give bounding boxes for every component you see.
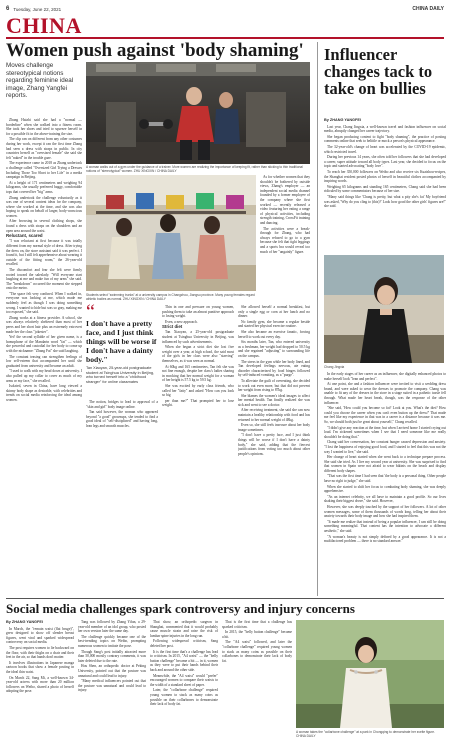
paragraph: "She said, 'How could you become so fat? Look at you. What's the diet? How could you choose the career when you can't even button up the dress?' That made me feel like my experience in that was in a career is a distance because it was me. So, we should both just be great about yourself," Chang recalled. [324,406,446,424]
paragraph: No family gym, she became a regular beside and started her physical exercise routine. [238,319,310,329]
main-column-5 [260,175,310,301]
paragraph: Tan Xiaoyan, a 25-year-old postgraduate student at Tsinghua University in Beijing, was influenced by such advertisements. [162,330,234,344]
paragraph: Zhang works at a fitness provider. A school, she was always relatively sheltered than most of her peers and her short hair plus an extremely extrovert made her the class "jokester". [6,315,82,334]
paragraph: "As an internet celebrity, we all have to maintain a good profile. So our lives shaking their biggest drove," she said. However, [324,494,446,504]
gym-photo [86,62,310,164]
paragraph: Later, the "collarbone challenge" required young women to stack as many coins as possible on their collarbones to demonstrate their lack of body fat. [150,688,218,707]
paragraph: Hou Shen, an orthopedic doctor at Peking University, pointed out that the posture was unnatural and could lead to injury. [78,664,146,678]
subhead: Reluctant, scared [6,233,43,239]
paragraph: That is the first time that a challenge has sparked criticism. [222,620,292,629]
quote-mark-icon: “ [86,301,95,323]
paragraph: It involves illustrations in Japanese manga cartoon books that show a female posting in the ideal thin waist. [6,660,74,674]
paragraph: Though Sang's post initially attracted more than 50,000 mostly contrary comments, it was later deleted due to the rate. [78,649,146,663]
paragraph: She allowed herself a normal breakfast, but only a single egg or corn at her lunch and no dinner. [238,305,310,319]
paragraph: Weighing 65 kilograms and standing 165 centimeters, Chang said she had been ridiculed by some commentators because of her size. [324,184,446,194]
paragraph: "I don't have a pretty face, and I just think things will be worse if I don't have a dainty body," she said, adding that the fiercest justifications from voting too much about other people's opinions. [238,433,310,456]
paragraph: It is the first time that's a challenge has lead to criticism. In 2015, "A4 waist" — the "belly button challenge" became a hit — in it, women as they were to put their hands behind their back and around the other side. [150,649,218,672]
paragraph: She also became an exercise fanatic, forcing herself to work out every day. [238,329,310,339]
paragraph: Chang said her conversation, her constant hunger caused depression and anxiety. "I lost the happiness of enjoying good food, and I started to feel that this was not the way I wanted to live," she said. [324,440,446,454]
paragraph: The discomfort and fear she felt were firmly rooted toward the saleslady. "Will everyone start laughing at me and make fun of my arms" she said. The "breakdown" occurred the moment she stepped onto the metro. [6,267,82,291]
side-headline: Influencer changes tack to take on bullies [324,45,433,98]
paragraph: "It made me realize that instead of being a popular influencer, I can still be doing something meaningful. That content has the intention to advocate a different aesthetic," she said. [324,519,446,533]
paragraph: "Many medical influencers pointed out that the posture was unnatural and could lead to injury. [78,679,146,693]
paragraph: "A woman's beauty is not simply defined by a good appearance. It is not a multifactored problem — there is no standard answer." [324,534,446,544]
paragraph: "I was reluctant at first because it was totally different from my normal style of dress. After trying the dress on, the store assistant said it was perfect. I found it, but I still felt apprehensive about wearing it outside of the fitting room," the 26-year-old recalled. [6,239,82,267]
paragraph: That show, an orthopedic surgeon in Shanghai, commented that it would probably cause muscle strain and raise the risk of lumbar spine injuries in the long run. [150,620,218,638]
students-photo-image [86,175,256,291]
portrait-image [324,255,444,363]
students-photo [86,175,256,291]
students-photo-caption: Students select "swimming trunks" at a university campus in Changzhou, Jiangsu province. Many young females regard athletic bodies as normal. ZHU XINGXIN / CHINA DAILY [86,293,255,301]
pull-quote-text: I don't have a pretty face, and I just think things will be worse if I don't have a dainty body." [86,319,157,364]
paragraph: After receiving treatment, she said she can now maintain a healthy relationship with food and has returned to her normal weight of 48kg. [238,408,310,422]
column-divider [317,42,318,596]
side-byline: By ZHANG YANGFEI [324,118,361,122]
main-headline: Women push against 'body shaming' [6,40,304,61]
page-date: Tuesday, June 22, 2021 [13,6,62,12]
bottom-column-3 [150,620,218,744]
paragraph: The challenge quickly became one of the best-trending topics on Weibo, prompting numerous women to imitate the pose. [78,634,146,648]
portrait-caption: Chang Jingxia [324,365,345,369]
paragraph: In March, the "remain waist (flat bruge)", grew designed to show off slender breast figures, went viral and sparked widespread controversy on social media. [6,626,74,645]
paragraph: Yet! the second syllable of her given name, is a homophone of the Mandarin word "fat" — which she powerful and custodial for her body to come up with the nickname: "Zhang Fat" she said laughing. [6,335,82,353]
paragraph: Meanwhile, the "A4 waist" would "prefer" encouraged women to compare their waists to the width of a standard sheet of paper. [150,673,218,687]
paragraph: When she began a strict diet she lost five weight over a year, at high school, the said most of the girls in her class were also "starving" themselves, as it was seen as normal. [162,345,234,364]
paragraph: At a height of 171 centimeters and weighing 94 kilograms, she usually preferred baggy, comfortable tops that covered her "big" arms. [6,180,82,194]
paragraph: Zhang undertook the challenge voluntarily as it was one of several content ideas for the company, where she worked at the time, and she was also hoping to speak on behalf of larger, body-conscious women. [6,195,82,218]
gym-photo-image [86,62,310,164]
main-column-4 [238,305,310,594]
paragraph: per than me?" That prompted her to lose weight. [162,398,234,408]
pull-quote-attribution: Tan Xiaoyan, 25-year-old postgraduate student at Tsinghua University in Beijing, who turned herself into a "childhood stranger" for online classmates [86,366,155,384]
gym-photo-caption: A woman walks out of a gym under the guidance of a trainer. More women are realizing the importance of keeping fit, rather than sticking to thin traditional notions of "stereotypical" women. ZHU XINGXIN / CHINA DAILY [86,165,303,173]
paragraph: The clip ran on different from any other costumes during her work, except it ran the first time Zhang had seen a dress with straps in public. In city countries herself as "oversized female" she said she felt "naked" in the trouble gaze. [6,137,82,160]
paragraph: Tang was followed by Zhang Yifan, a 29-year-old member of an idol group, who posted her own version later the same day. [78,620,146,634]
page-number: 6 [6,6,10,12]
paragraph: In 2015, the "belly button challenge" became a hit. [222,630,292,639]
bottom-byline: By ZHANG YANGFEI [6,620,43,624]
paragraph: At one point, she and a fashion influencer were invited to visit a wedding dress brand, and were asked to wear the dresses to promote the company. Chang was unable to fit any of the dresses in the store in a stage suited in a pathetic tussle fell through. What made her heart break, though, was the response of the other influencer. [324,382,446,405]
paragraph: During her previous 14 years, she often told her followers that she had developed a career, super attitude toward all body types. Last year, she decided to focus on the topic and started advocating "body love". [324,155,446,169]
collarbone-image [296,620,444,728]
paragraph: Even, a new approach. [165,319,198,324]
paragraph: Even so, she still feels insecure about her body image sometimes. [238,423,310,432]
paragraph: However, she was deeply touched by the support of her followers. A lot of other women messages, some of them thousands of words long, telling her about their anxiety towards their body image and how she had inspired them. [324,505,446,519]
paragraph: On March 22, Sang Mi, a well-known 34-year-old actress with more than 20 million followers on Weibo, shared a photo of herself adopting the pose. [6,675,74,694]
paragraph: As for whether women that they shouldn't be bothered by outside views, Zhang's employer — an independent social media channel founded by a former employee of the company where she first worked — recently released a video featuring her eating a range of physical activities, including strength training, CrossFit training and dancing. [260,175,310,225]
paragraph: She was excited by early class friends, who called her "fatty" and asked "How can you look so big [162,384,234,398]
section-title: CHINA [6,13,82,38]
paragraph: After browsing in several clothing shops, she found a dress with straps on the shoulders and an open area around the waist. [6,219,82,233]
paragraph: "The space felt very confined. When I walked in, everyone was looking at me, which made me suddenly feel as though I was doing something wrong. I wanted to hide but was so gray, making me too exposed," she said. [6,291,82,315]
paragraph: She blames the women's ideal images to affect her mental health. Tan finally realized she was sick and went to see a doctor. [238,393,310,407]
bottom-column-4 [222,620,292,744]
subhead: Strict diet [162,324,183,330]
paragraph: "That was the first time I had seen that 'the body is a personal thing. Other people have no right to judge," she said. [324,474,446,484]
paragraph: Tan said however, the woman who appeared beyond "a good" grownups, she tended to find a good ideal of "self-disciplined" and having long, lean legs and smooth muscles. [86,410,158,428]
collarbone-photo [296,620,444,728]
paragraph: The stress in the gym while her body lined, and Tan developed feelings nervous, ate eating disorder characterized by food binges followed by self-induced vomiting, as a "purge". [238,359,310,378]
main-column-3 [162,305,234,594]
paragraph: When she started to shift her focus to combating body shaming, she was deeply apprehensive. [324,484,446,494]
paragraph: In the early stages of her career as an influencer, she digitally enhanced photos to make herself look "lean and perfect". [324,372,446,381]
paragraph: The activities were a break-through for Zhang, who had always refused to go to a gym because she felt that tight leggings and a sports bra would reveal too much of her "ungainly" figure. [260,226,310,254]
portrait-photo [324,255,444,363]
paragraph: Following widespread criticism, Sang deleted her post. [150,639,218,648]
paragraph: The constant teasing can strengthen feelings of low self-esteem that accompanied her until she graduated from university and became an adult. [6,354,82,368]
paragraph: Six months later, Tan, who entered university as a freshman, her weight had dropped to 50.5 kg and she regained "adjusting" to surrounding life on the campus. [238,340,310,358]
paragraph: Last year, Chang Jingxia, a well-known travel and fashion influencer on social media, abruptly changed her career trajectory. [324,124,446,134]
paragraph: "Many said things like 'Chang is pretty, but what a pity she's fat' My boyfriend was asked, 'Why do you cling to (this)?' Look how good the other girls' figures are!" she said. [324,194,446,209]
paragraph: She began producing content to fight "body shaming", the practice of posting comments online that seek to belittle or mock a person's physical appearance. [324,134,446,144]
paragraph: Her change of heart started when she went back to a technique prepare process. She said she tried. As I live my second year at university. She was surprised to find that women in Spain were not afraid to wear bikinis on the beach and display different body shapes. [324,455,446,473]
bottom-column-2 [78,620,146,744]
paragraph: "I didn't give any reaction at the time, but when I arrived home I started crying out loud. I'm sickened sometimes when I see that I need someone like me really shouldn't be doing that." [324,425,446,439]
bottom-headline: Social media challenges spark controversy and injury concerns [6,601,355,616]
paragraph: Thin in one and pressure on young women, pushing them to take an almost punitive approach to losing weight. [162,305,234,319]
main-column-1 [6,118,82,594]
paragraph: To alleviate the guilt of overeating, she decided to work out even more, but that did not prevent her weight from rising to 87kg. [238,378,310,393]
paragraph: The experience came in 2018 as Zhang undertook a challenge called "Oversized Girl Trying a Dresses Including Those Too Short to her Life" in a media campaign in Beijing. [6,161,82,180]
main-deck: Moves challenge stereotypical notions regarding feminine ideal image, Zhang Yangfei reports. [6,62,74,100]
masthead-small: CHINA DAILY [412,6,444,12]
paragraph: The 32-year-old's change of heart was accelerated by the COVID-19 epidemic, which restricted travel. [324,144,446,154]
main-column-2 [86,400,158,594]
paragraph: Isolated, seven in China, have long viewed a skinny body shape as desirable, with celebrities and trends on social media reinforcing the ideal among women. [6,384,82,402]
bottom-column-1 [6,620,74,744]
paragraph: Zhang Haizhi said she had a "normal — borderline" when she walked into a fitness room. She took her shoes and tried to squeeze herself in for a possible fit in the above-training the size. [6,118,82,136]
paragraph: "I used to walk with my head down at university. I also pulled up my collar to cover as much of my arms or my face," she recalled. [6,369,82,383]
bottom-rule [6,598,444,599]
paragraph: The post requires women to lie backward on the floor, with their thighs on a chair and their feet in the air, so that hands don't matter. [6,645,74,660]
paragraph: The notion, bridges to lead to approval of a "skin and girl" body image online. [86,400,158,409]
paragraph: To reach her 350,000 followers on Weibo and also receive six Kuaishou-recipes, the Shanghai resident posted photos of herself in beautiful clothes accompanied by inspiring words. [324,169,446,184]
paragraph: The "A4 waist" followed, and later the "collarbone challenge" required young women to stack as many coins as possible on their collarbones to demonstrate their lack of body fat. [222,640,292,663]
collarbone-caption: A woman takes the "collarbone challenge" at a park in Chongqing to demonstrate her svelte figure. CHINA DAILY [296,730,435,738]
pull-quote [86,301,158,384]
side-column-b [324,372,446,596]
section-rule [6,37,444,39]
paragraph: At 60kg and 165 centimeters, Tan felt she was not fine enough, despite her class's ladies sharing in mocking that her normal weight for a woman of her height is 57.5 kg to 59.5 kg. [162,364,234,383]
